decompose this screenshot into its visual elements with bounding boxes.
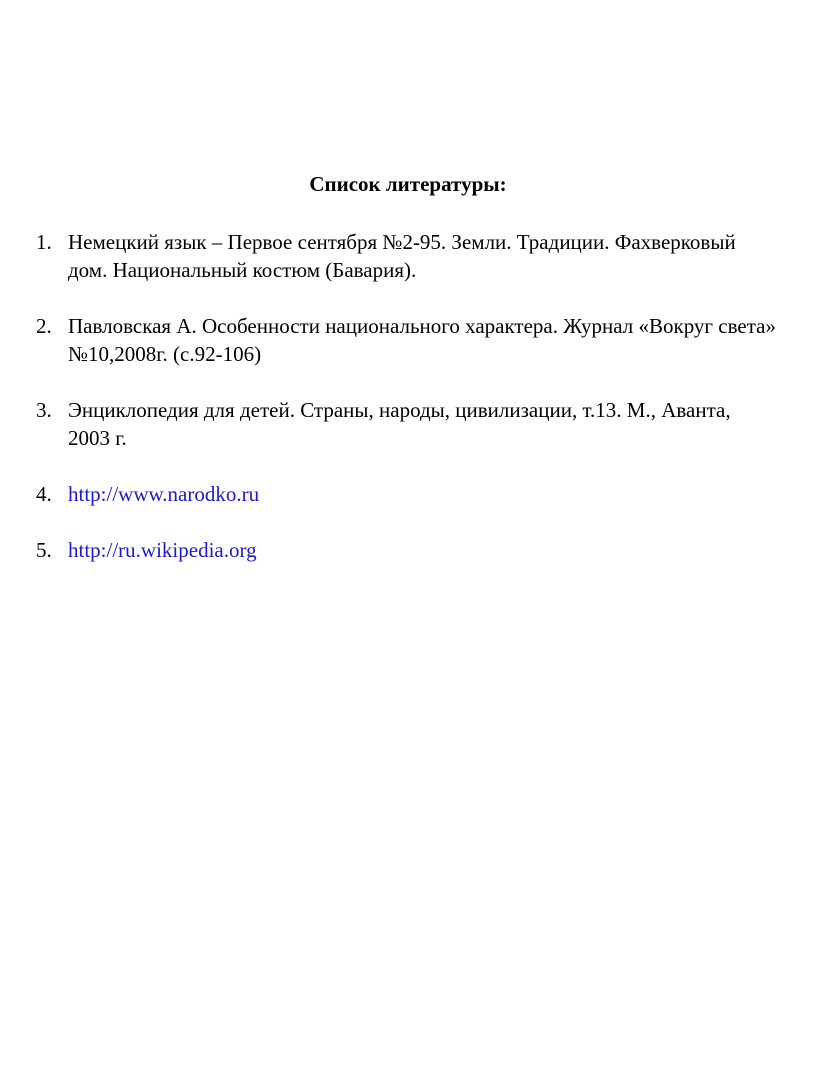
page-title: Список литературы: [309, 172, 507, 196]
reference-list [36, 228, 776, 592]
reference-link-narodko[interactable]: http://www.narodko.ru [68, 482, 260, 506]
reference-number: 2. [36, 314, 52, 338]
reference-text: Павловская А. Особенности национального характера. Журнал «Вокруг света» №10,2008г. (с.92-106) [68, 314, 776, 366]
reference-number: 5. [36, 538, 52, 562]
reference-text: Энциклопедия для детей. Страны, народы, цивилизации, т.13. М., Аванта, 2003 г. [68, 398, 731, 450]
reference-text: Немецкий язык – Первое сентября №2-95. Земли. Традиции. Фахверковый дом. Национальный костюм (Бавария). [68, 230, 736, 282]
reference-link-wikipedia[interactable]: http://ru.wikipedia.org [68, 538, 257, 562]
reference-item-4 [36, 480, 776, 508]
reference-item-3 [36, 396, 776, 452]
reference-item-5 [36, 536, 776, 564]
reference-item-2 [36, 312, 776, 368]
reference-number: 1. [36, 230, 52, 254]
reference-item-1 [36, 228, 776, 284]
reference-number: 4. [36, 482, 52, 506]
reference-number: 3. [36, 398, 52, 422]
